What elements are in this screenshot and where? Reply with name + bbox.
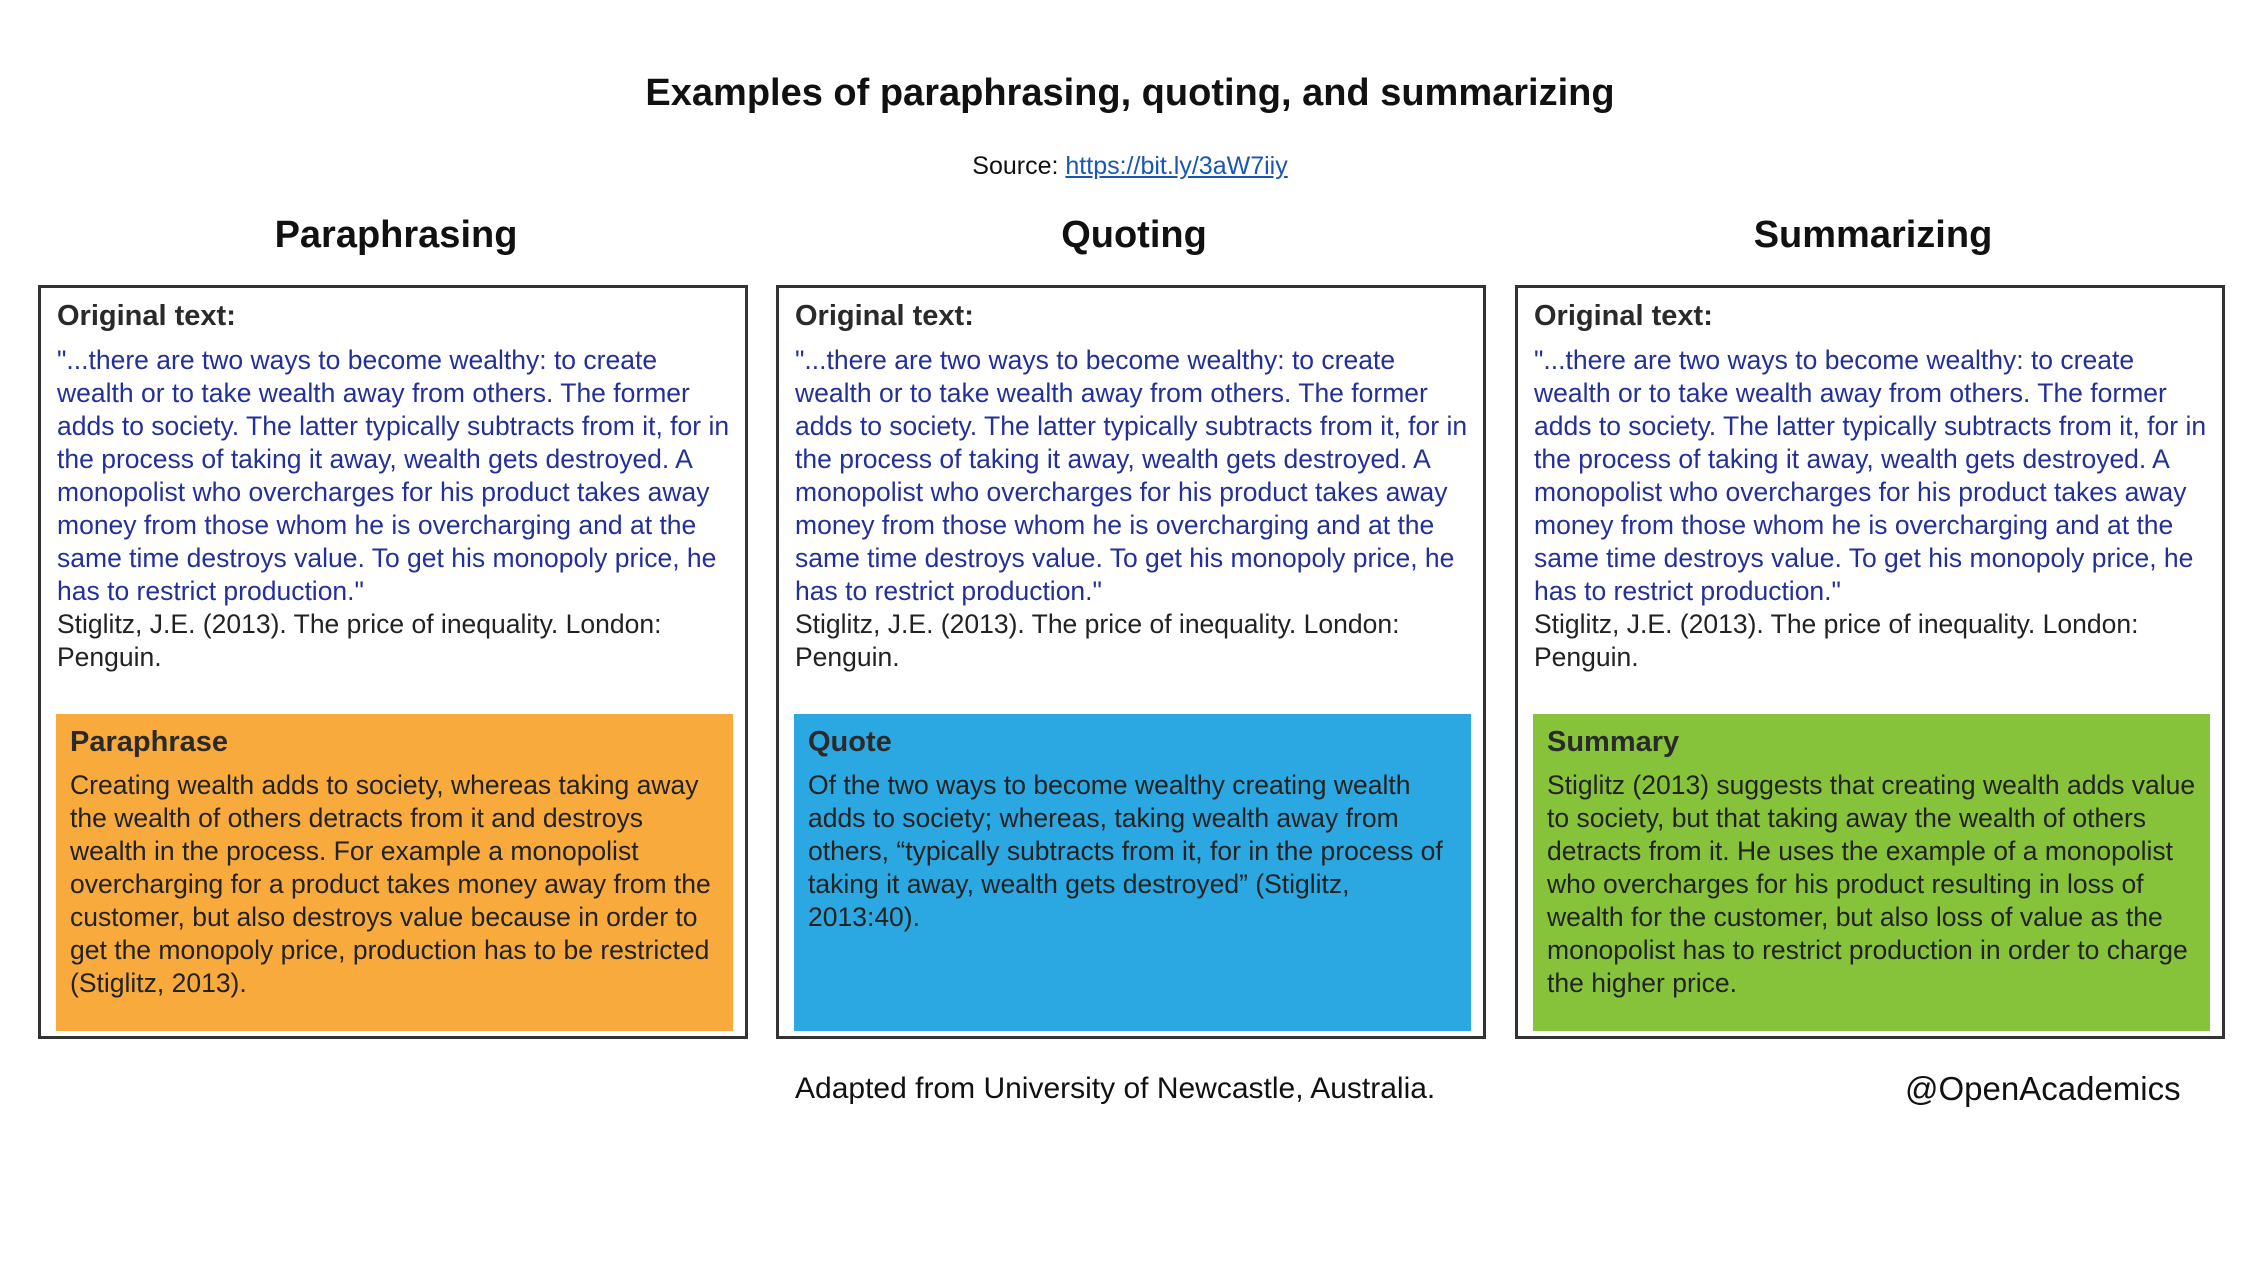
panel-summarizing	[1515, 285, 2225, 1039]
summary-box	[1533, 714, 2210, 1031]
original-text-label: Original text:	[57, 300, 236, 332]
original-text: "...there are two ways to become wealthy: to create wealth or to take wealth away from others. The former adds to society. The latter typically subtracts from it, for in the process of taking it away, wealth gets destroyed. A monopolist who overcharges for his product takes away money from those whom he is overcharging and at the same time destroys value. To get his monopoly price, he has to restrict production."	[795, 345, 1468, 606]
source-link[interactable]: https://bit.ly/3aW7iiy	[1065, 152, 1288, 180]
heading-summarizing: Summarizing	[1753, 214, 1993, 256]
summary-text: Stiglitz (2013) suggests that creating wealth adds value to society, but that taking away the wealth of others detracts from it. He uses the example of a monopolist who overcharges for his product resulting in loss of wealth for the customer, but also loss of value as the monopolist has to restrict production in order to charge the higher price.	[1547, 770, 2196, 998]
paraphrase-text: Creating wealth adds to society, whereas taking away the wealth of others detracts from it and destroys wealth in the process. For example a monopolist overcharging for a product takes money away from the customer, but also destroys value because in order to get the monopoly price, production has to be restricted (Stiglitz, 2013).	[70, 770, 711, 998]
citation: Stiglitz, J.E. (2013). The price of inequality. London: Penguin.	[1534, 609, 2139, 672]
original-text-label: Original text:	[1534, 300, 1713, 332]
panel-quoting	[776, 285, 1486, 1039]
page-title: Examples of paraphrasing, quoting, and summarizing	[645, 72, 1615, 114]
citation: Stiglitz, J.E. (2013). The price of inequality. London: Penguin.	[57, 609, 662, 672]
author-handle: @OpenAcademics	[1905, 1070, 2181, 1107]
heading-paraphrasing: Paraphrasing	[274, 214, 518, 256]
original-text-label: Original text:	[795, 300, 974, 332]
heading-quoting: Quoting	[1061, 214, 1207, 256]
quote-box	[794, 714, 1471, 1031]
paraphrase-label: Paraphrase	[70, 726, 228, 758]
original-text: "...there are two ways to become wealthy: to create wealth or to take wealth away from others. The former adds to society. The latter typically subtracts from it, for in the process of taking it away, wealth gets destroyed. A monopolist who overcharges for his product takes away money from those whom he is overcharging and at the same time destroys value. To get his monopoly price, he has to restrict production."	[1534, 345, 2207, 606]
paraphrase-box	[56, 714, 733, 1031]
citation: Stiglitz, J.E. (2013). The price of inequality. London: Penguin.	[795, 609, 1400, 672]
quote-label: Quote	[808, 726, 892, 758]
source-line	[0, 152, 2260, 181]
footer-attribution: Adapted from University of Newcastle, Australia.	[795, 1072, 1436, 1105]
panel-paraphrasing	[38, 285, 748, 1039]
summary-label: Summary	[1547, 726, 1680, 758]
source-label: Source:	[972, 152, 1059, 180]
original-text: "...there are two ways to become wealthy: to create wealth or to take wealth away from others. The former adds to society. The latter typically subtracts from it, for in the process of taking it away, wealth gets destroyed. A monopolist who overcharges for his product takes away money from those whom he is overcharging and at the same time destroys value. To get his monopoly price, he has to restrict production."	[57, 345, 730, 606]
quote-text: Of the two ways to become wealthy creating wealth adds to society; whereas, taking wealth away from others, “typically subtracts from it, for in the process of taking it away, wealth gets destroyed” (Stiglitz, 2013:40).	[808, 770, 1443, 932]
